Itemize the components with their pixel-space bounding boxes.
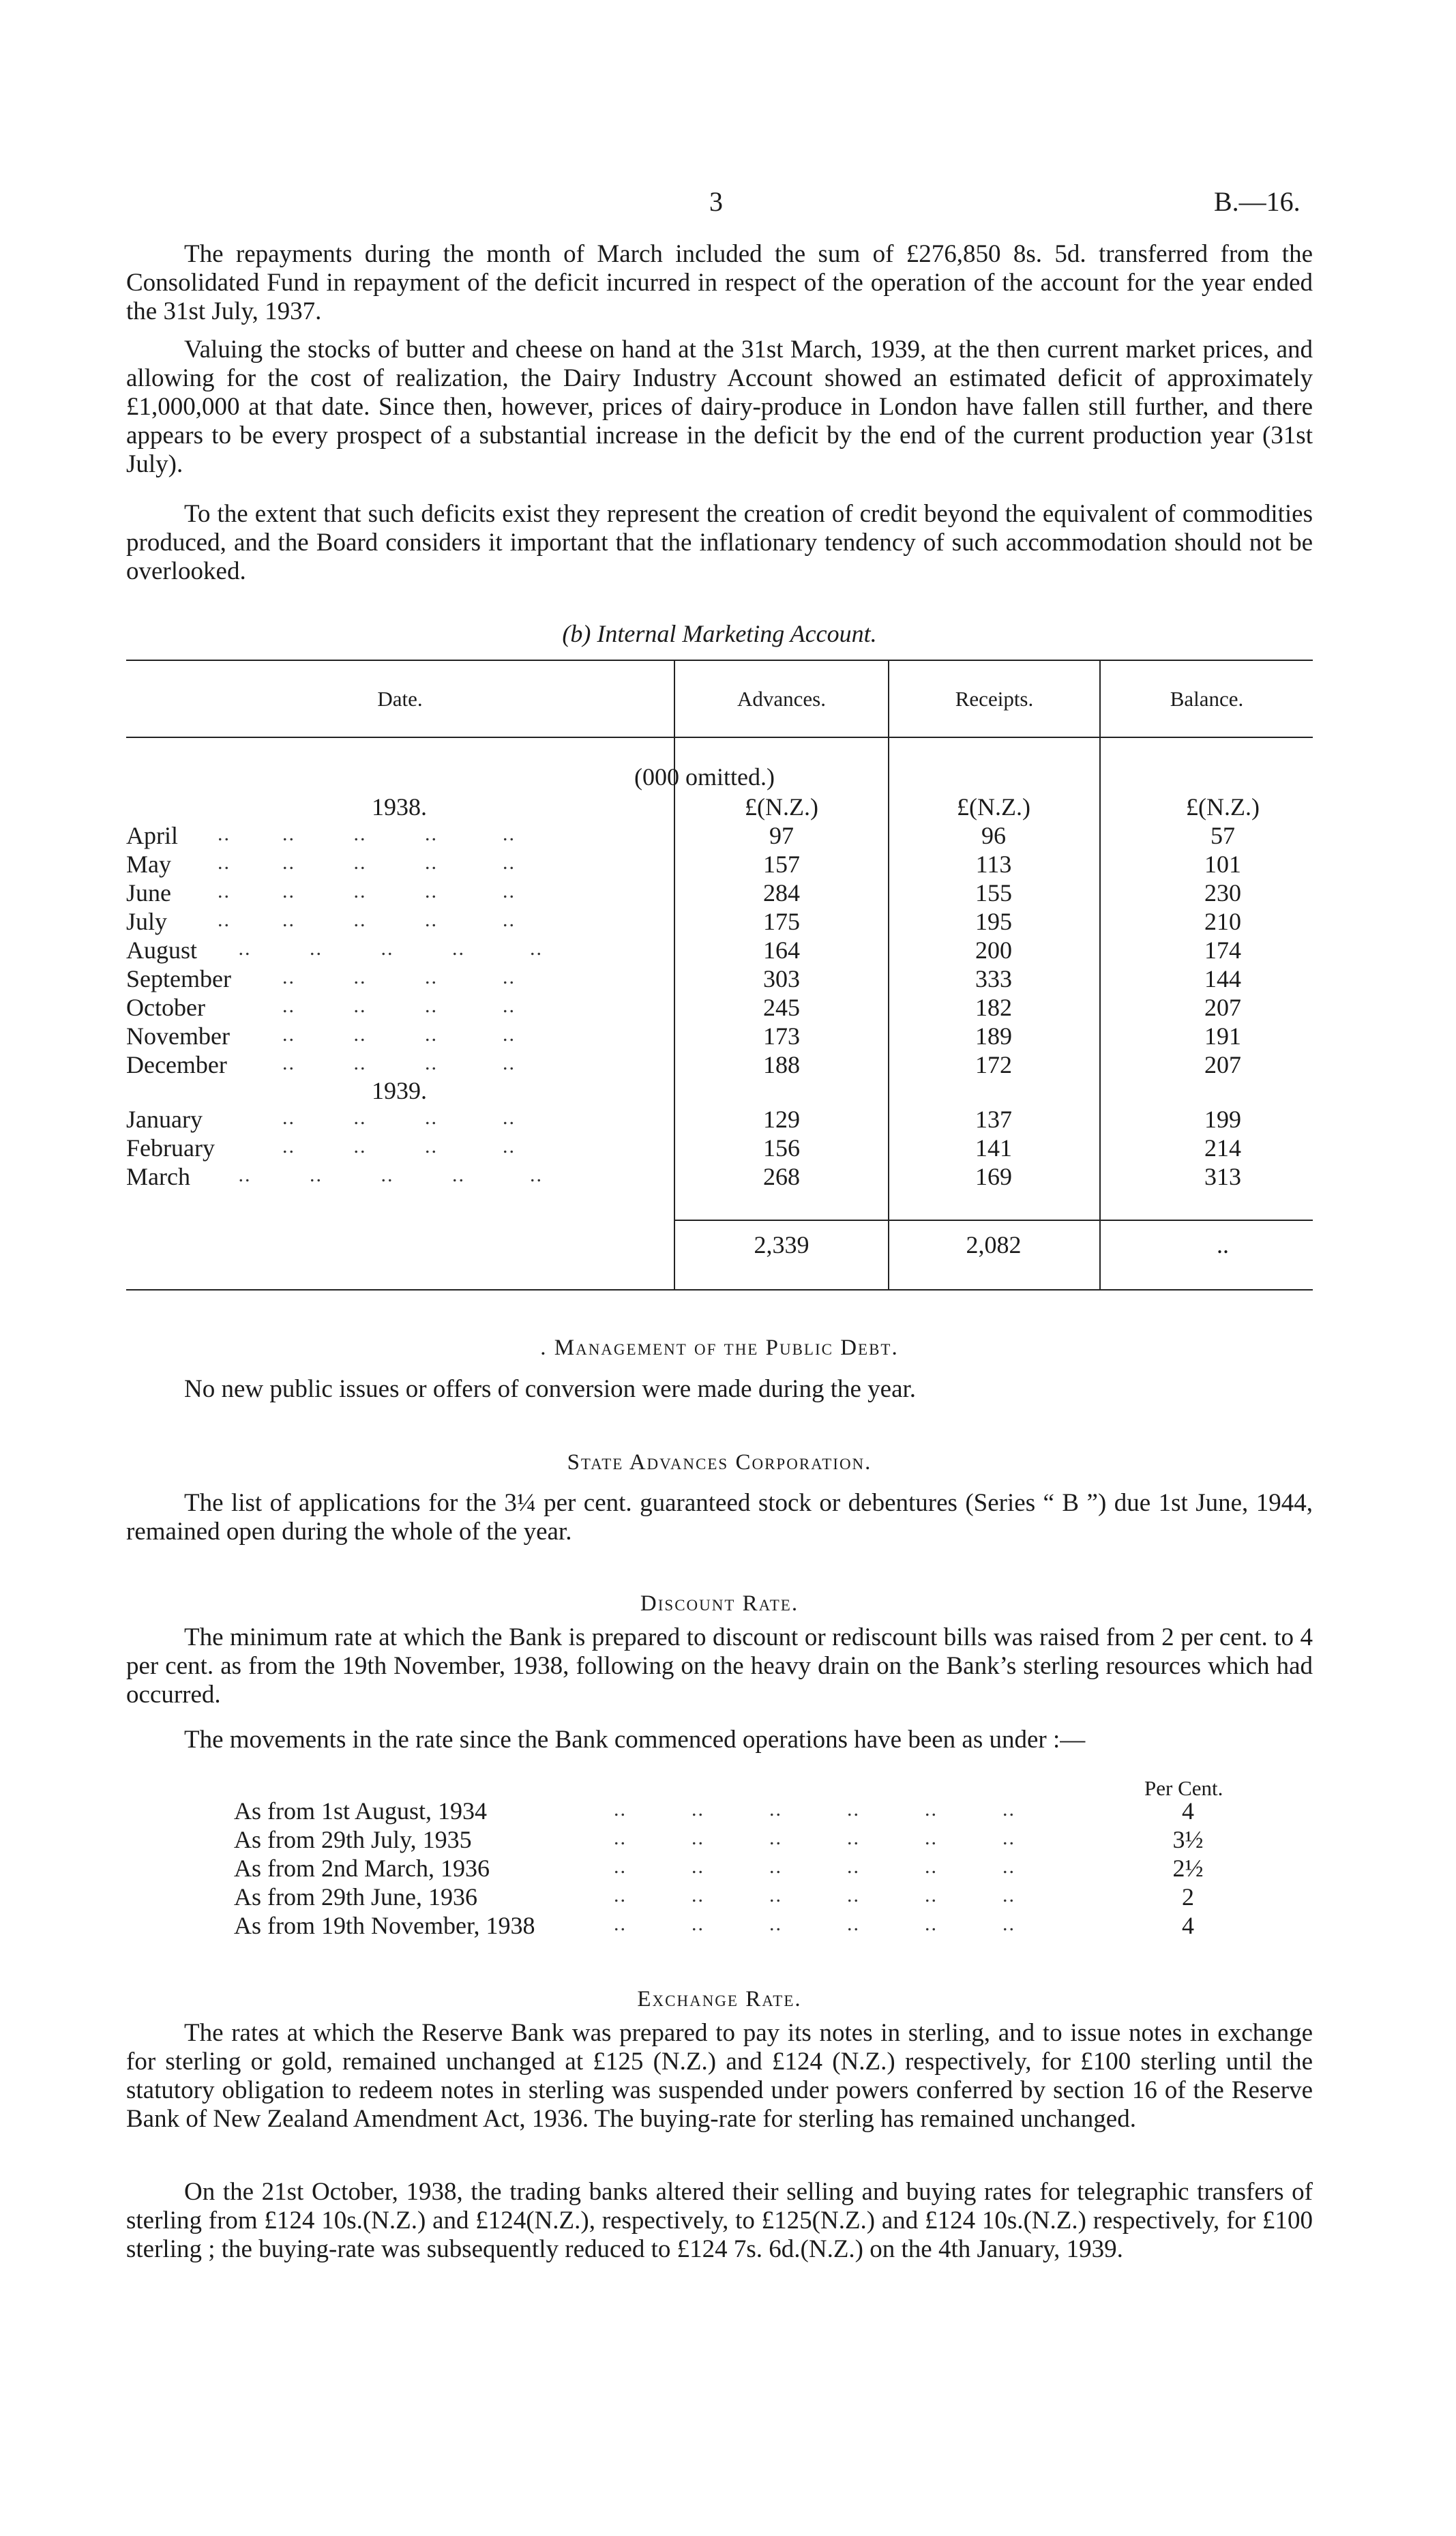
unit-receipts: £(N.Z.) bbox=[957, 793, 1030, 821]
table-row-month: September bbox=[126, 965, 231, 992]
rate-date-label: As from 19th November, 1938 bbox=[234, 1912, 535, 1939]
table-row-month: November bbox=[126, 1022, 230, 1050]
dot-leader: .. .. .. .. .. .. bbox=[614, 1913, 1015, 1935]
dot-leader: .. .. .. .. bbox=[205, 994, 516, 1017]
table-row-month: June bbox=[126, 879, 171, 906]
column-header-receipts: Receipts. bbox=[955, 687, 1034, 711]
table-cell-advances: 188 bbox=[763, 1051, 800, 1078]
table-cell-receipts: 200 bbox=[975, 937, 1012, 964]
total-advances: 2,339 bbox=[754, 1231, 809, 1258]
rate-date-label: As from 29th June, 1936 bbox=[234, 1883, 477, 1911]
table-cell-balance: 207 bbox=[1204, 994, 1241, 1021]
table-cell-advances: 303 bbox=[763, 965, 800, 992]
unit-balance: £(N.Z.) bbox=[1186, 793, 1260, 821]
table-row-month: August bbox=[126, 937, 198, 964]
column-divider-1 bbox=[674, 660, 675, 1289]
dot-leader: .. .. .. .. .. .. bbox=[614, 1855, 1015, 1878]
table-cell-receipts: 113 bbox=[975, 851, 1012, 878]
table-cell-receipts: 155 bbox=[975, 879, 1012, 906]
table-cell-advances: 245 bbox=[763, 994, 800, 1021]
total-receipts: 2,082 bbox=[966, 1231, 1022, 1258]
column-divider-3 bbox=[1099, 660, 1101, 1289]
paragraph-public-debt: No new public issues or offers of conversion were made during the year. bbox=[184, 1375, 917, 1403]
dot-leader: .. .. .. .. bbox=[205, 1106, 516, 1129]
table-cell-advances: 284 bbox=[763, 879, 800, 906]
paragraph-discount-rate: The minimum rate at which the Bank is prepared to discount or rediscount bills was raised from 2 per cent. to 4 per cent. as from the 19th November, 1938, following on the heavy drain on the Bank’s sterling resources which had occurred. bbox=[126, 1623, 1313, 1709]
table-cell-receipts: 141 bbox=[975, 1134, 1012, 1162]
table-row-month: February bbox=[126, 1134, 215, 1162]
dot-leader: .. .. .. .. .. bbox=[205, 909, 516, 931]
year-label-1938: 1938. bbox=[372, 793, 427, 821]
unit-advances: £(N.Z.) bbox=[745, 793, 818, 821]
table-cell-balance: 174 bbox=[1204, 937, 1241, 964]
paragraph-state-advances: The list of applications for the 3¼ per cent. guaranteed stock or debentures (Series “ B ”) due 1st June, 1944, remained open during the whole of the year. bbox=[126, 1489, 1313, 1546]
page-number: 3 bbox=[709, 186, 723, 217]
dot-leader: .. .. .. .. .. bbox=[205, 880, 516, 902]
dot-leader: .. .. .. .. .. .. bbox=[614, 1827, 1015, 1849]
heading-state-advances: State Advances Corporation. bbox=[567, 1450, 872, 1475]
column-header-advances: Advances. bbox=[737, 687, 826, 711]
table-cell-advances: 129 bbox=[763, 1106, 800, 1133]
column-header-date: Date. bbox=[377, 687, 423, 711]
rate-date-label: As from 2nd March, 1936 bbox=[234, 1855, 490, 1882]
rate-value: 4 bbox=[1182, 1912, 1194, 1939]
dot-leader: .. .. .. .. bbox=[205, 966, 516, 988]
table-cell-advances: 175 bbox=[763, 908, 800, 935]
table-cell-balance: 207 bbox=[1204, 1051, 1241, 1078]
table-cell-advances: 173 bbox=[763, 1022, 800, 1050]
table-cell-receipts: 333 bbox=[975, 965, 1012, 992]
table-row-month: July bbox=[126, 908, 168, 935]
table-cell-receipts: 189 bbox=[975, 1022, 1012, 1050]
heading-discount-rate: Discount Rate. bbox=[640, 1591, 799, 1616]
year-label-1939: 1939. bbox=[372, 1077, 427, 1104]
table-cell-receipts: 172 bbox=[975, 1051, 1012, 1078]
table-cell-receipts: 195 bbox=[975, 908, 1012, 935]
paragraph-dairy-deficit: Valuing the stocks of butter and cheese on hand at the 31st March, 1939, at the then current market prices, and allowing for the cost of realization, the Dairy Industry Account showed an estimated deficit of approximately £1,000,000 at that date. Since then, however, prices of dairy-produce in London have fallen still further, and there appears to be every prospect of a substantial increase in the deficit by the end of the current production year (31st July). bbox=[126, 336, 1313, 478]
column-header-balance: Balance. bbox=[1170, 687, 1244, 711]
table-cell-balance: 57 bbox=[1210, 822, 1235, 849]
rate-value: 2½ bbox=[1172, 1855, 1204, 1882]
rate-value: 2 bbox=[1182, 1883, 1194, 1911]
table-header-rule bbox=[126, 737, 1313, 738]
table-cell-advances: 164 bbox=[763, 937, 800, 964]
table-cell-receipts: 169 bbox=[975, 1163, 1012, 1190]
table-row-month: October bbox=[126, 994, 205, 1021]
dot-leader: .. .. .. .. .. .. bbox=[614, 1884, 1015, 1906]
table-row-month: January bbox=[126, 1106, 203, 1133]
heading-public-debt: . Management of the Public Debt. bbox=[540, 1336, 899, 1360]
table-row-month: April bbox=[126, 822, 178, 849]
dot-leader: .. .. .. .. .. bbox=[232, 937, 543, 960]
table-row-month: December bbox=[126, 1051, 227, 1078]
paragraph-rate-movements: The movements in the rate since the Bank commenced operations have been as under :— bbox=[184, 1726, 1086, 1754]
table-row-month: March bbox=[126, 1163, 190, 1190]
dot-leader: .. .. .. .. .. bbox=[232, 1164, 543, 1186]
table-cell-advances: 268 bbox=[763, 1163, 800, 1190]
table-cell-balance: 101 bbox=[1204, 851, 1241, 878]
table-cell-balance: 313 bbox=[1204, 1163, 1241, 1190]
table-cell-receipts: 137 bbox=[975, 1106, 1012, 1133]
table-cell-receipts: 182 bbox=[975, 994, 1012, 1021]
table-cell-balance: 214 bbox=[1204, 1134, 1241, 1162]
table-cell-balance: 144 bbox=[1204, 965, 1241, 992]
paragraph-inflation: To the extent that such deficits exist they represent the creation of credit beyond the equivalent of commodities produced, and the Board considers it important that the inflationary tendency of such accommodation should not be overlooked. bbox=[126, 500, 1313, 585]
table-cell-balance: 191 bbox=[1204, 1022, 1241, 1050]
total-balance: .. bbox=[1217, 1231, 1229, 1258]
omitted-note: (000 omitted.) bbox=[634, 763, 775, 791]
table-cell-advances: 157 bbox=[763, 851, 800, 878]
rate-value: 3½ bbox=[1172, 1826, 1204, 1853]
paragraph-exchange-rate: The rates at which the Reserve Bank was prepared to pay its notes in sterling, and to issue notes in exchange for sterling or gold, remained unchanged at £125 (N.Z.) and £124 (N.Z.) respectively, for £100 sterling until the statutory obligation to redeem notes in sterling was suspended under powers conferred by section 16 of the Reserve Bank of New Zealand Amendment Act, 1936. The buying-rate for sterling has remained unchanged. bbox=[126, 2019, 1313, 2133]
table-title: (b) Internal Marketing Account. bbox=[562, 620, 877, 647]
table-cell-advances: 156 bbox=[763, 1134, 800, 1162]
table-row-month: May bbox=[126, 851, 171, 878]
rate-date-label: As from 1st August, 1934 bbox=[234, 1797, 488, 1825]
dot-leader: .. .. .. .. .. bbox=[205, 851, 516, 874]
table-top-rule bbox=[126, 660, 1313, 661]
dot-leader: .. .. .. .. bbox=[205, 1135, 516, 1158]
table-cell-balance: 199 bbox=[1204, 1106, 1241, 1133]
table-cell-advances: 97 bbox=[769, 822, 794, 849]
table-bottom-rule bbox=[126, 1289, 1313, 1291]
dot-leader: .. .. .. .. .. bbox=[205, 823, 516, 845]
paragraph-trading-banks: On the 21st October, 1938, the trading banks altered their selling and buying rates for telegraphic transfers of sterling from £124 10s.(N.Z.) and £124(N.Z.), respectively, to £125(N.Z.) and £124 10s.(N.Z.) respectively, for £100 sterling ; the buying-rate was subsequently reduced to £124 7s. 6d.(N.Z.) on the 4th January, 1939. bbox=[126, 2178, 1313, 2263]
heading-exchange-rate: Exchange Rate. bbox=[637, 1987, 802, 2011]
rate-value: 4 bbox=[1182, 1797, 1194, 1825]
column-divider-2 bbox=[888, 660, 889, 1289]
dot-leader: .. .. .. .. bbox=[205, 1052, 516, 1074]
table-total-rule bbox=[675, 1220, 1313, 1221]
rate-date-label: As from 29th July, 1935 bbox=[234, 1826, 472, 1853]
document-reference: B.—16. bbox=[1214, 186, 1301, 217]
paragraph-repayments: The repayments during the month of March included the sum of £276,850 8s. 5d. transferred from the Consolidated Fund in repayment of the deficit incurred in respect of the operation of the account for the year ended the 31st July, 1937. bbox=[126, 240, 1313, 325]
table-cell-balance: 230 bbox=[1204, 879, 1241, 906]
rate-unit-header: Per Cent. bbox=[1144, 1776, 1223, 1800]
dot-leader: .. .. .. .. bbox=[205, 1023, 516, 1046]
dot-leader: .. .. .. .. .. .. bbox=[614, 1798, 1015, 1820]
table-cell-balance: 210 bbox=[1204, 908, 1241, 935]
table-cell-receipts: 96 bbox=[981, 822, 1006, 849]
